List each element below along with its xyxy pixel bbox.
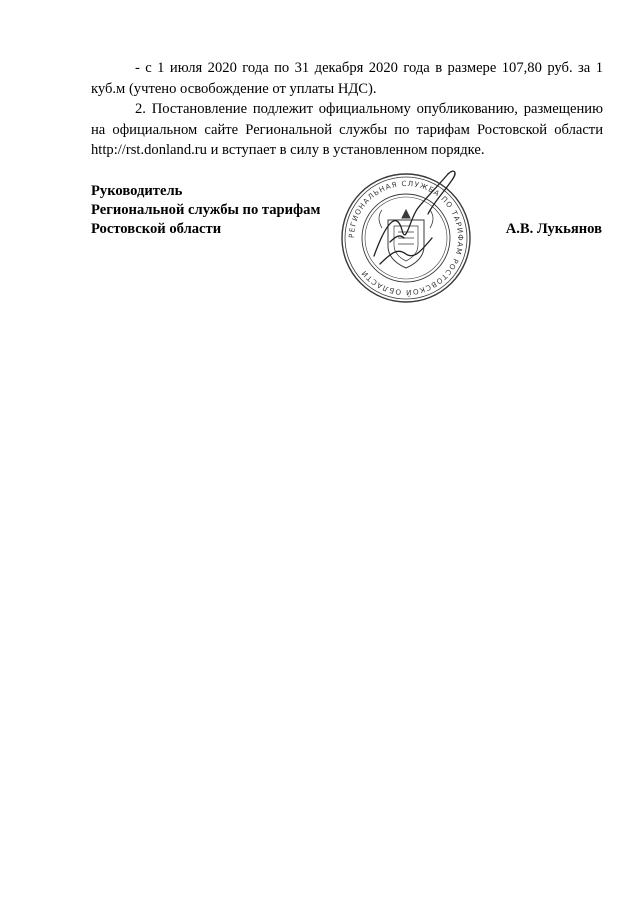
publication-paragraph: 2. Постановление подлежит официальному опубликованию, размещению на официальном сайте Региональной службы по тарифам Ростовской области http://rst.donland.ru и вступает в силу в установленном порядке. xyxy=(91,101,603,158)
official-seal-icon xyxy=(336,168,476,308)
signer-position-line: Руководитель xyxy=(91,183,183,199)
document-body xyxy=(91,58,603,161)
signer-position-line: Ростовской области xyxy=(91,221,222,237)
signer-position xyxy=(91,182,320,239)
signer-position-line: Региональной службы по тарифам xyxy=(91,202,321,218)
signer-name: А.В. Лукьянов xyxy=(505,221,602,237)
tariff-period-paragraph: - с 1 июля 2020 года по 31 декабря 2020 года в размере 107,80 руб. за 1 куб.м (учтено освобождение от уплаты НДС). xyxy=(91,60,603,97)
seal-ring-text: РЕГИОНАЛЬНАЯ СЛУЖБА ПО ТАРИФАМ РОСТОВСКОЙ ОБЛАСТИ xyxy=(346,178,466,298)
signature-block xyxy=(91,178,611,322)
